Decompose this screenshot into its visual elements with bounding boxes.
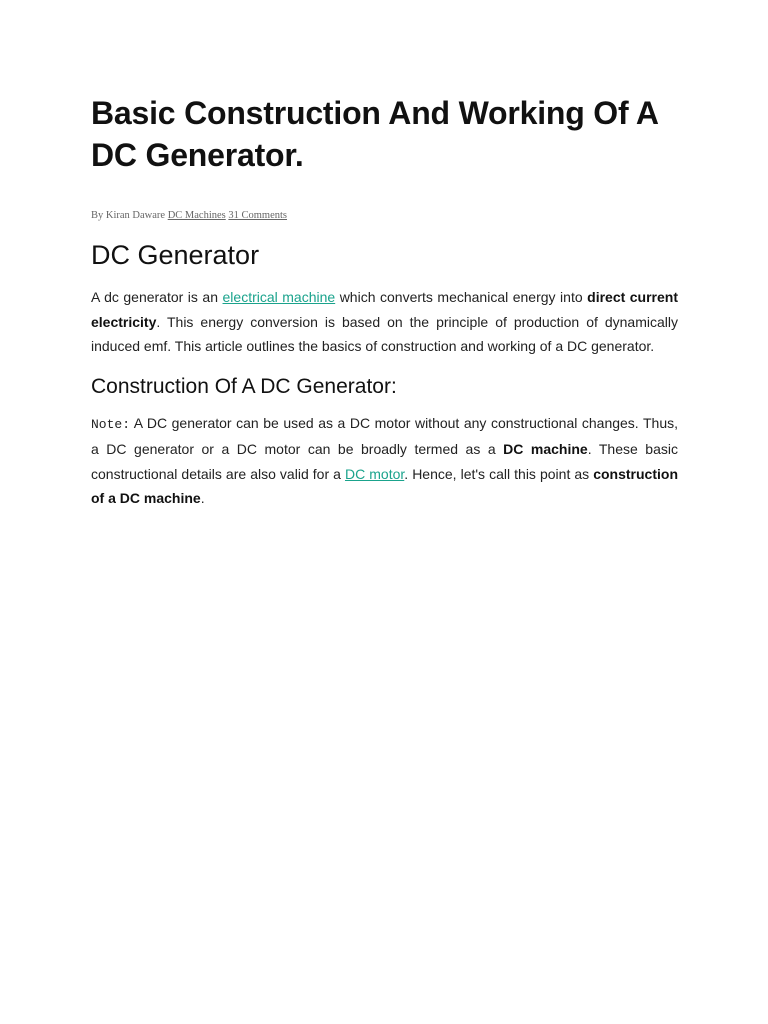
construction-text-2: . These basic constructional details are also valid for a <box>91 441 678 482</box>
electrical-machine-link[interactable]: electrical machine <box>222 289 336 305</box>
construction-text-1: A DC generator can be used as a DC motor without any constructional changes. Thus, a DC generator or a DC motor can be broadly termed as a <box>91 414 678 457</box>
intro-text-3: . This energy conversion is based on the principle of production of dynamically induced emf. This article outlines the basics of construction and working of a DC generator. <box>91 313 678 354</box>
section-heading-dc-generator: DC Generator <box>91 240 260 270</box>
byline-prefix: By <box>91 210 106 221</box>
intro-text-1: A dc generator is an <box>91 289 223 305</box>
dc-motor-link[interactable]: DC motor <box>344 465 405 482</box>
author-name: Kiran Daware <box>105 210 166 221</box>
construction-text-4: . <box>200 490 205 506</box>
category-link[interactable]: DC Machines <box>167 210 226 221</box>
construction-paragraph <box>91 411 678 511</box>
note-label: Note: <box>91 416 131 432</box>
bold-construction-dc-machine: construction of a DC machine <box>91 465 678 506</box>
intro-bold-dc-electricity: direct current electricity <box>91 289 679 330</box>
intro-text-2: which converts mechanical energy into <box>335 289 588 305</box>
section-heading-construction: Construction Of A DC Generator: <box>91 374 397 398</box>
article-title: Basic Construction And Working Of A DC Generator. <box>91 95 658 173</box>
construction-text-3: . Hence, let's call this point as <box>404 465 594 482</box>
intro-paragraph <box>91 285 678 359</box>
article-meta <box>91 209 678 223</box>
comments-link[interactable]: 31 Comments <box>228 210 288 221</box>
article <box>91 92 678 511</box>
bold-dc-machine: DC machine <box>503 441 588 457</box>
